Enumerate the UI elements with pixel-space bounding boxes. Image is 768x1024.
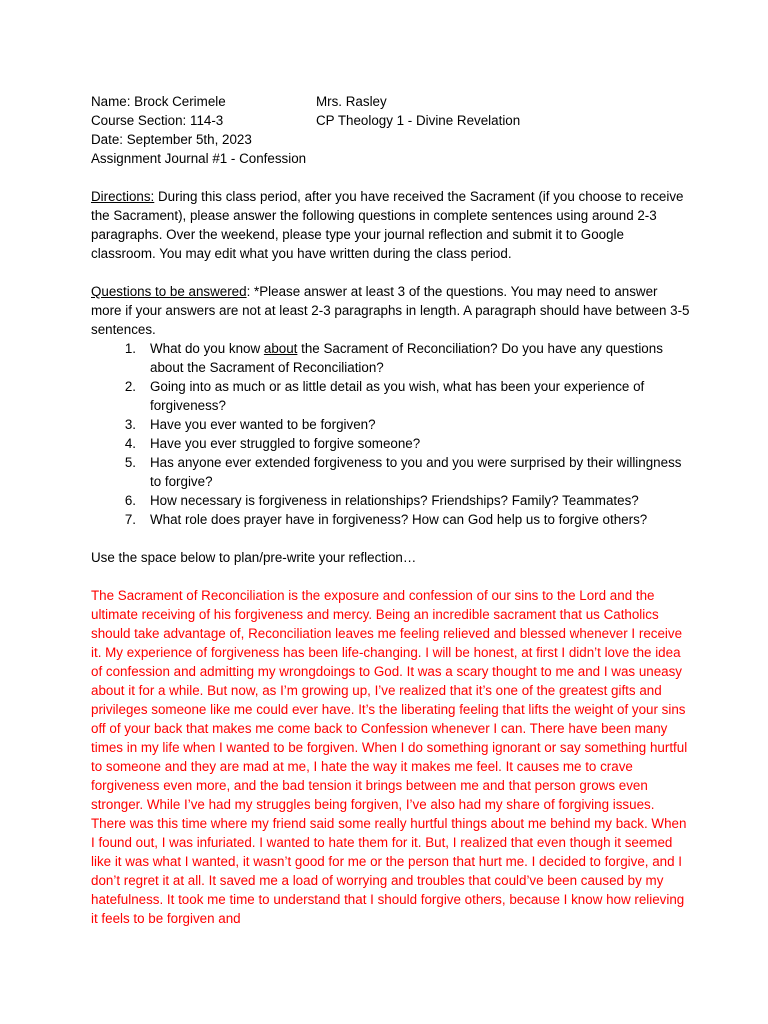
directions-paragraph [91,187,691,263]
course-title: CP Theology 1 - Divine Revelation [316,113,521,128]
question-text: Have you ever struggled to forgive someone? [150,436,421,451]
assignment-date: Date: September 5th, 2023 [91,132,252,147]
questions-list [91,339,691,529]
question-item [91,377,691,415]
question-text: Going into as much or as little detail as you wish, what has been your experience of forgiveness? [150,379,645,413]
question-item [91,453,691,491]
teacher-name: Mrs. Rasley [316,94,387,109]
questions-intro-text: : *Please answer at least 3 of the questions. You may need to answer more if your answers are not at least 2-3 paragraphs in length. A paragraph should have between 3-5 sentences. [91,284,690,337]
question-text: Have you ever wanted to be forgiven? [150,417,376,432]
questions-label: Questions to be answered [91,284,247,299]
directions-label: Directions: [91,189,155,204]
question-number: 7. [124,512,136,527]
question-item [91,339,691,377]
student-name: Name: Brock Cerimele [91,94,226,109]
document-body [91,92,691,928]
directions-text: During this class period, after you have received the Sacrament (if you choose to receive the Sacrament), please answer the following questions in complete sentences using around 2-3 paragraphs. Over the weekend, please type your journal reflection and submit it to Google classroom. You may edit what you have written during the class period. [91,189,684,261]
question-number: 4. [124,436,136,451]
question-1-pre: What do you know [150,341,264,356]
question-item [91,415,691,434]
question-number: 6. [124,493,136,508]
question-1-post: the Sacrament of Reconciliation? Do you have any questions about the Sacrament of Reconciliation? [150,341,663,375]
question-number: 3. [124,417,136,432]
question-text [150,339,691,377]
assignment-title: Assignment Journal #1 - Confession [91,151,307,166]
prewrite-prompt: Use the space below to plan/pre-write your reflection… [91,550,417,565]
header-row-1 [91,92,691,111]
question-item [91,491,691,510]
question-number: 5. [124,455,136,470]
question-text: What role does prayer have in forgiveness? How can God help us to forgive others? [150,512,648,527]
course-section: Course Section: 114-3 [91,113,224,128]
question-text: How necessary is forgiveness in relationships? Friendships? Family? Teammates? [150,493,639,508]
question-text: Has anyone ever extended forgiveness to you and you were surprised by their willingness to forgive? [150,455,682,489]
questions-intro [91,282,691,339]
question-1-underlined: about [263,341,298,356]
question-number: 1. [124,341,136,356]
question-number: 2. [124,379,136,394]
header-row-2 [91,111,691,130]
reflection-text: The Sacrament of Reconciliation is the exposure and confession of our sins to the Lord and the ultimate receiving of his forgiveness and mercy. Being an incredible sacrament that us Catholics should take advantage of, Reconciliation leaves me feeling relieved and blessed whenever I receive it. My experience of forgiveness has been life-changing. I will be honest, at first I didn’t love the idea of confession and admitting my wrongdoings to God. It was a scary thought to me and I was uneasy about it for a while. But now, as I’m growing up, I’ve realized that it’s one of the greatest gifts and privileges someone like me could ever have. It’s the liberating feeling that lifts the weight of your sins off of your back that makes me come back to Confession whenever I can. There have been many times in my life when I wanted to be forgiven. When I do something ignorant or say something hurtful to someone and they are mad at me, I hate the way it makes me feel. It causes me to crave forgiveness even more, and the bad tension it brings between me and that person grows even stronger. While I’ve had my struggles being forgiven, I’ve also had my share of forgiving issues. There was this time where my friend said some really hurtful things about me behind my back. When I found out, I was infuriated. I wanted to hate them for it. But, I realized that even though it seemed like it was what I wanted, it wasn’t good for me or the person that hurt me. I decided to forgive, and I don’t regret it at all. It saved me a load of worrying and troubles that could’ve been caused by my hatefulness. It took me time to understand that I should forgive others, because I know how relieving it feels to be forgiven and [91,588,688,926]
question-item [91,510,691,529]
question-item [91,434,691,453]
